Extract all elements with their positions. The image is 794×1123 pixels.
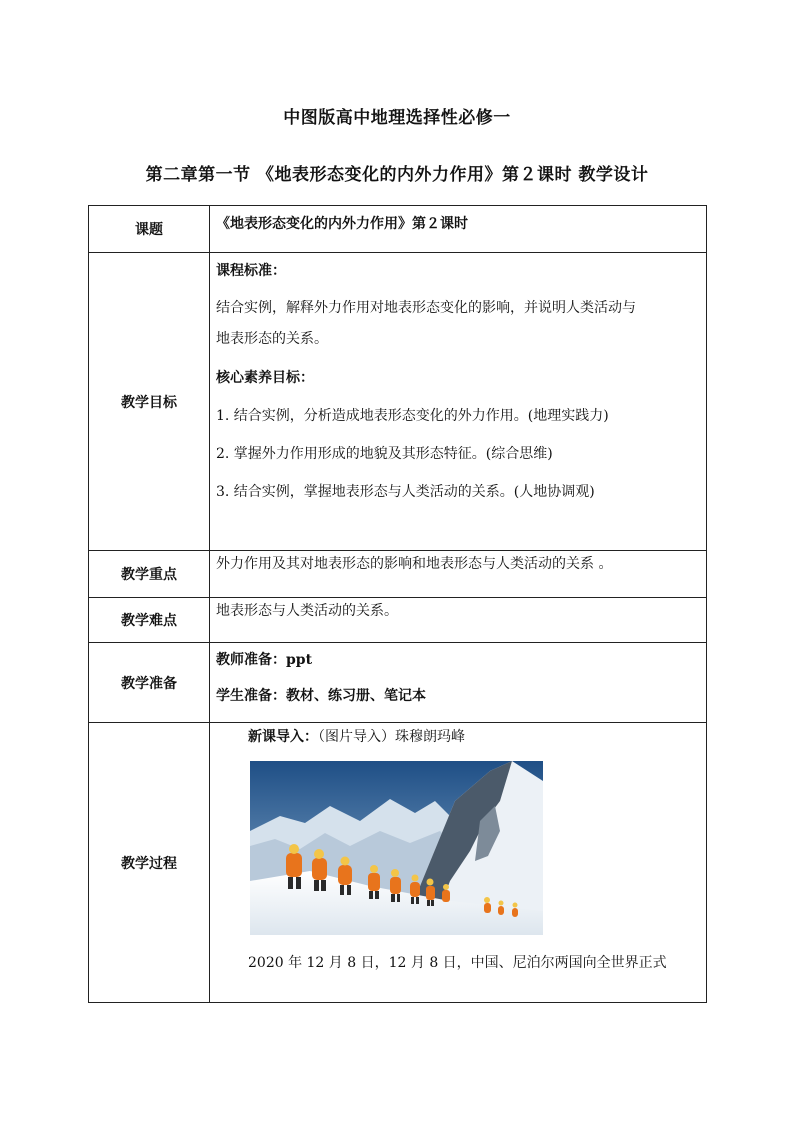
preparation-cell xyxy=(210,643,707,723)
core-literacy-heading: 核心素养目标： xyxy=(216,370,314,386)
objectives-row xyxy=(89,253,707,551)
document-subtitle: 第二章第一节 《地表形态变化的内外力作用》第２课时 教学设计 xyxy=(145,165,649,185)
topic-row xyxy=(89,206,707,253)
objectives-label: 教学目标 xyxy=(89,253,210,551)
key-points-cell xyxy=(210,551,707,598)
key-points-row xyxy=(89,551,707,598)
process-row xyxy=(89,723,707,1003)
preparation-label: 教学准备 xyxy=(89,643,210,723)
curriculum-standard-text-1: 结合实例，解释外力作用对地表形态变化的影响，并说明人类活动与 xyxy=(216,300,636,316)
process-cell xyxy=(210,723,707,1003)
topic-cell xyxy=(210,206,707,253)
difficulties-cell xyxy=(210,598,707,643)
objectives-cell xyxy=(210,253,707,551)
teacher-preparation: 教师准备：ppt xyxy=(216,652,313,668)
process-label: 教学过程 xyxy=(89,723,210,1003)
document-title: 中图版高中地理选择性必修一 xyxy=(283,108,511,128)
difficulties-label: 教学难点 xyxy=(89,598,210,643)
topic-value: 《地表形态变化的内外力作用》第２课时 xyxy=(216,216,468,232)
difficulties-row xyxy=(89,598,707,643)
intro-heading: 新课导入： xyxy=(248,729,318,745)
everest-climbers-photo xyxy=(250,761,543,935)
core-objective-item: 1. 结合实例，分析造成地表形态变化的外力作用。(地理实践力) xyxy=(216,408,609,424)
key-points-value: 外力作用及其对地表形态的影响和地表形态与人类活动的关系 。 xyxy=(216,556,613,572)
photo-caption: 2020 年 12 月 8 日，12 月 8 日，中国、尼泊尔两国向全世界正式 xyxy=(248,955,667,971)
difficulties-value: 地表形态与人类活动的关系。 xyxy=(216,603,398,619)
core-objective-item: 3. 结合实例，掌握地表形态与人类活动的关系。(人地协调观) xyxy=(216,484,595,500)
preparation-row xyxy=(89,643,707,723)
curriculum-standard-text-2: 地表形态的关系。 xyxy=(216,331,328,347)
topic-label: 课题 xyxy=(89,206,210,253)
core-objective-item: 2. 掌握外力作用形成的地貌及其形态特征。(综合思维) xyxy=(216,446,553,462)
student-preparation: 学生准备：教材、练习册、笔记本 xyxy=(216,688,426,704)
curriculum-standard-heading: 课程标准： xyxy=(216,263,286,279)
intro-line xyxy=(216,727,700,747)
key-points-label: 教学重点 xyxy=(89,551,210,598)
intro-text: （图片导入）珠穆朗玛峰 xyxy=(318,729,465,745)
lesson-plan-table xyxy=(88,205,707,1003)
